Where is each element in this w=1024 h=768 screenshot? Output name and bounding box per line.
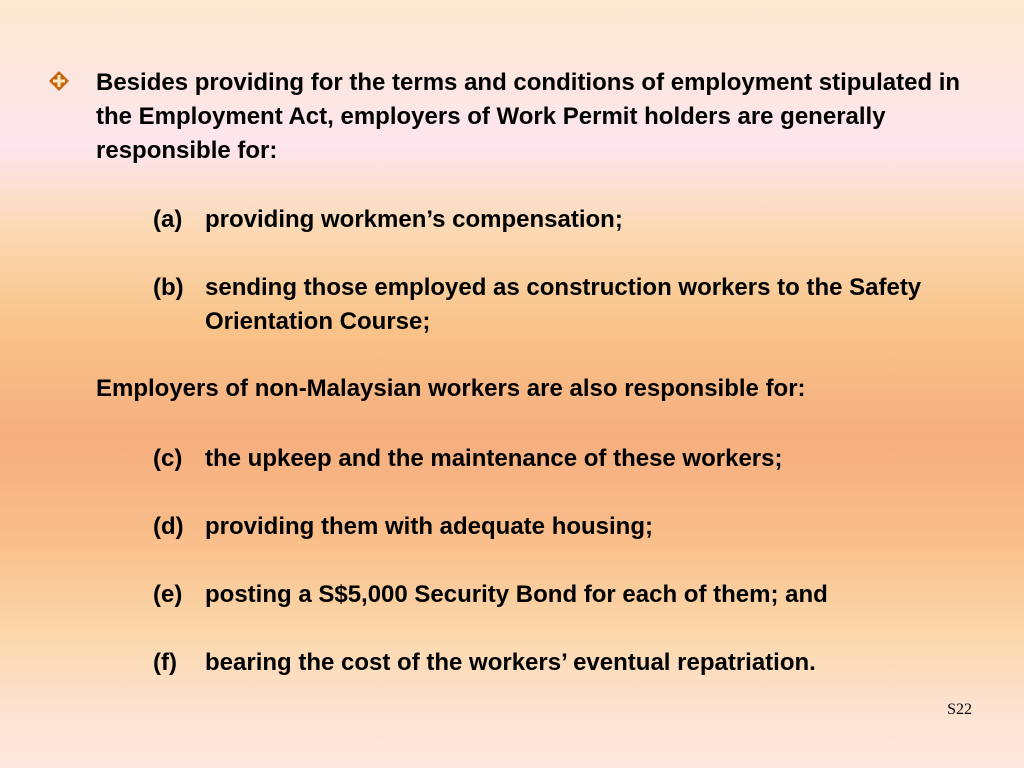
item-label: (c) — [153, 445, 183, 472]
list-item-e — [153, 578, 993, 612]
list-item-c — [153, 442, 993, 476]
item-text: sending those employed as construction workers to the Safety Orientation Course; — [205, 274, 922, 335]
list-item-d — [153, 510, 993, 544]
item-label: (e) — [153, 581, 183, 608]
item-text: providing them with adequate housing; — [205, 513, 653, 540]
diamond-bullet-icon — [48, 70, 70, 92]
list-item-b — [153, 271, 993, 339]
item-text: bearing the cost of the workers’ eventual repatriation. — [205, 649, 816, 676]
item-label: (f) — [153, 649, 177, 676]
slide-number: S22 — [947, 701, 972, 718]
item-text: the upkeep and the maintenance of these workers; — [205, 445, 783, 472]
second-paragraph: Employers of non-Malaysian workers are also responsible for: — [96, 375, 806, 402]
item-label: (b) — [153, 274, 184, 301]
item-label: (a) — [153, 206, 183, 233]
item-text: providing workmen’s compensation; — [205, 206, 623, 233]
item-label: (d) — [153, 513, 184, 540]
item-text: posting a S$5,000 Security Bond for each of them; and — [205, 581, 828, 608]
intro-paragraph: Besides providing for the terms and conditions of employment stipulated in the Employment Act, employers of Work Permit holders are generally responsible for: — [96, 69, 961, 164]
list-item-a — [153, 203, 993, 237]
list-item-f — [153, 646, 993, 680]
